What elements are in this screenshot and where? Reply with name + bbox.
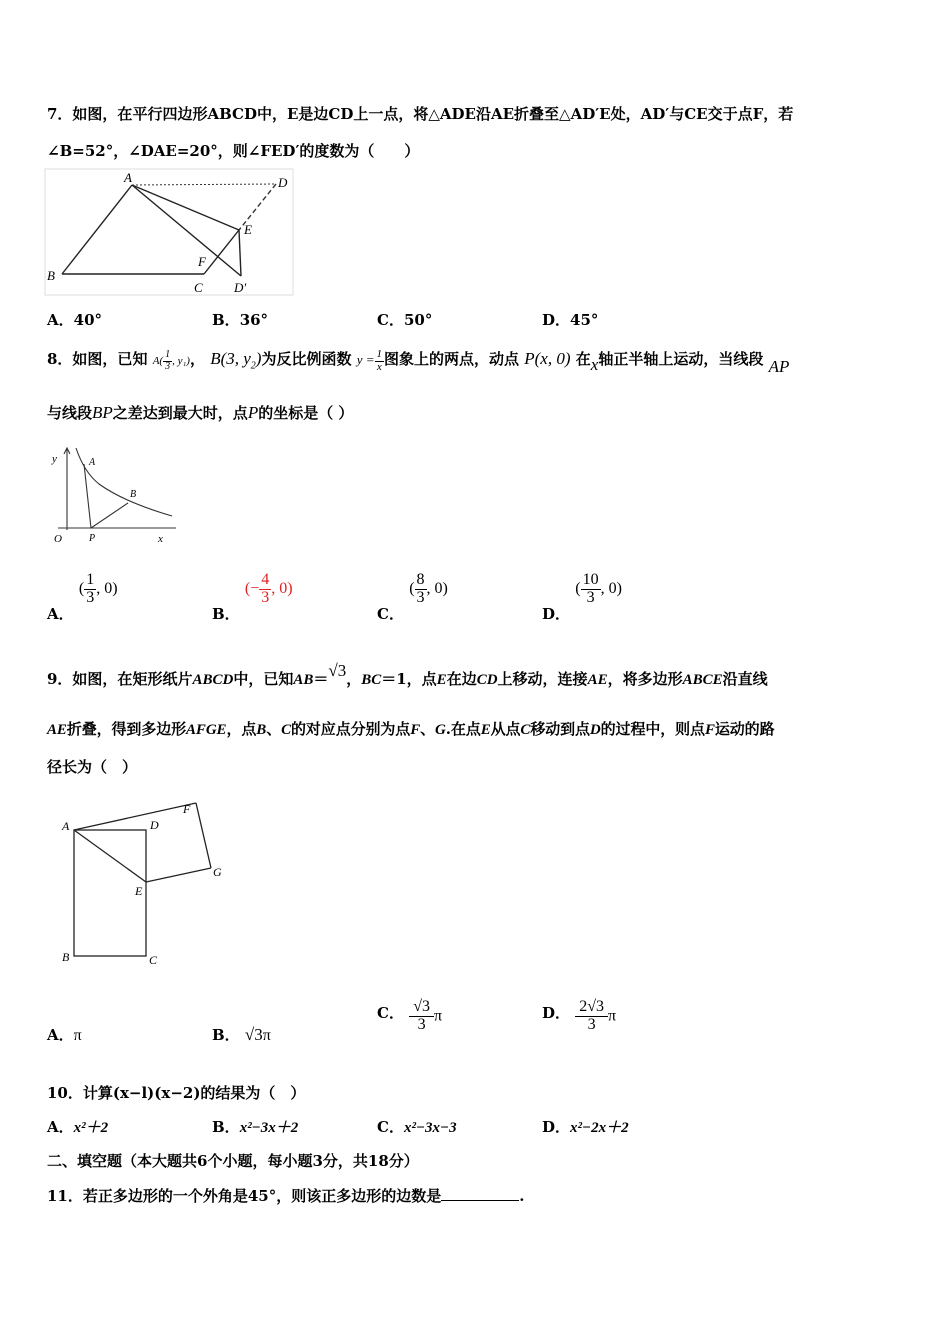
q8-figure: [44, 444, 184, 550]
q7-line-AD': [132, 185, 241, 276]
q10-option-a: A．x²＋2: [47, 1118, 109, 1136]
q7-line-AD-dotted: [132, 184, 276, 185]
q7-figure-frame: [45, 169, 293, 295]
q9-label-B: B: [62, 950, 70, 964]
q8-label-P: P: [89, 533, 96, 544]
q7-label-B: B: [47, 268, 55, 283]
q7-stem-line2: ∠B=52°，∠DAE=20°，则∠FED′的度数为（ ）: [47, 142, 420, 160]
q9-label-A: A: [62, 819, 70, 833]
q9-stem-line1: 9．如图，在矩形纸片ABCD中，已知AB＝√3，BC＝1，点E在边CD上移动，连接AE，将多边形ABCE沿直线: [47, 661, 768, 688]
q7-label-F: F: [198, 254, 206, 269]
q8-line-AP: [84, 464, 91, 528]
q7-option-d: D．45°: [542, 311, 599, 329]
q8-function: y = $\frac{1}{x}$: [356, 347, 383, 373]
q8-point-p: P(x, 0): [524, 349, 571, 368]
q8-option-a: A． ( $\frac{1}{3}$ , 0): [47, 571, 118, 623]
q7-option-c: C．50°: [377, 311, 433, 329]
q7-line-AE: [132, 185, 239, 230]
q9-option-b: B． √3π: [212, 1025, 271, 1044]
q9-label-G: G: [213, 865, 222, 879]
q10-option-c: C．x²−3x−3: [377, 1118, 457, 1136]
q9-line-GE: [146, 868, 211, 882]
q7-label-D: D: [278, 175, 288, 190]
section-2-heading: 二、填空题（本大题共6个小题，每小题3分，共18分）: [47, 1152, 419, 1170]
q8-line-BP: [91, 503, 128, 528]
q8-label-A: A: [89, 457, 96, 468]
q9-stem-line3: 径长为（ ）: [47, 758, 138, 776]
q9-option-a: A．π: [47, 1026, 82, 1044]
q9-line-FG: [196, 803, 211, 868]
q7-line-ED': [239, 230, 241, 276]
q9-line-AE: [74, 830, 146, 882]
q8-label-x: x: [158, 533, 163, 545]
q7-line-AB: [62, 185, 132, 274]
q9-stem-line2: AE折叠，得到多边形AFGE，点B、C的对应点分别为点F、G.在点E从点C移动到点D的过程中，则点F运动的路: [47, 720, 775, 738]
q9-label-D: D: [150, 818, 159, 832]
q9-figure: [56, 798, 232, 970]
q11-stem: 11．若正多边形的一个外角是45°，则该正多边形的边数是 .: [47, 1187, 525, 1205]
q10-option-d: D．x²−2x＋2: [542, 1118, 629, 1136]
q10-option-b: B．x²−3x＋2: [212, 1118, 299, 1136]
q8-option-d: D． ( $\frac{10}{3}$ , 0): [542, 571, 622, 623]
q7-label-A: A: [124, 170, 132, 185]
q7-label-C: C: [194, 280, 203, 295]
q8-option-b: B． (− $\frac{4}{3}$ , 0): [212, 571, 293, 623]
q8-label-y: y: [52, 453, 57, 465]
q9-option-c: C． $\frac{√3}{3}$ π: [377, 998, 443, 1033]
q8-point-b: B(3, $y_2$): [210, 349, 262, 372]
q9-label-C: C: [149, 953, 158, 967]
q8-stem-line1: 8．如图，已知 A( $\frac{1}{3}$ , y₁)， B(3, $y_2$)为反比例函数 y = $\frac{1}{x}$ 图象上的两点，动点 P(x, 0) 在x轴正半轴上运动，当线段 AP: [47, 347, 790, 376]
q7-stem-line1: 7．如图，在平行四边形ABCD中，E是边CD上一点，将△ADE沿AE折叠至△AD′E处，AD′与CE交于点F，若: [47, 105, 794, 123]
q8-option-c: C． ( $\frac{8}{3}$ , 0): [377, 571, 448, 623]
q8-point-a: A( $\frac{1}{3}$ , y₁): [152, 349, 190, 372]
q7-figure: [44, 168, 296, 298]
q7-label-E: E: [244, 222, 252, 237]
q7-option-a: A．40°: [47, 311, 103, 329]
q8-label-B: B: [130, 489, 137, 500]
q9-line-AF: [74, 803, 196, 830]
q7-option-b: B．36°: [212, 311, 269, 329]
q8-stem-line2: 与线段BP之差达到最大时，点P的坐标是（ ）: [47, 403, 354, 422]
q11-answer-blank[interactable]: [441, 1186, 519, 1201]
q8-label-O: O: [54, 533, 62, 545]
q7-line-CE: [204, 230, 239, 274]
q7-label-D': D′: [234, 280, 247, 295]
q9-label-F: F: [183, 802, 191, 816]
q9-label-E: E: [135, 884, 143, 898]
q9-option-d: D． $\frac{2√3}{3}$ π: [542, 998, 617, 1033]
q10-stem: 10．计算(x−l)(x−2)的结果为（ ）: [47, 1084, 306, 1102]
